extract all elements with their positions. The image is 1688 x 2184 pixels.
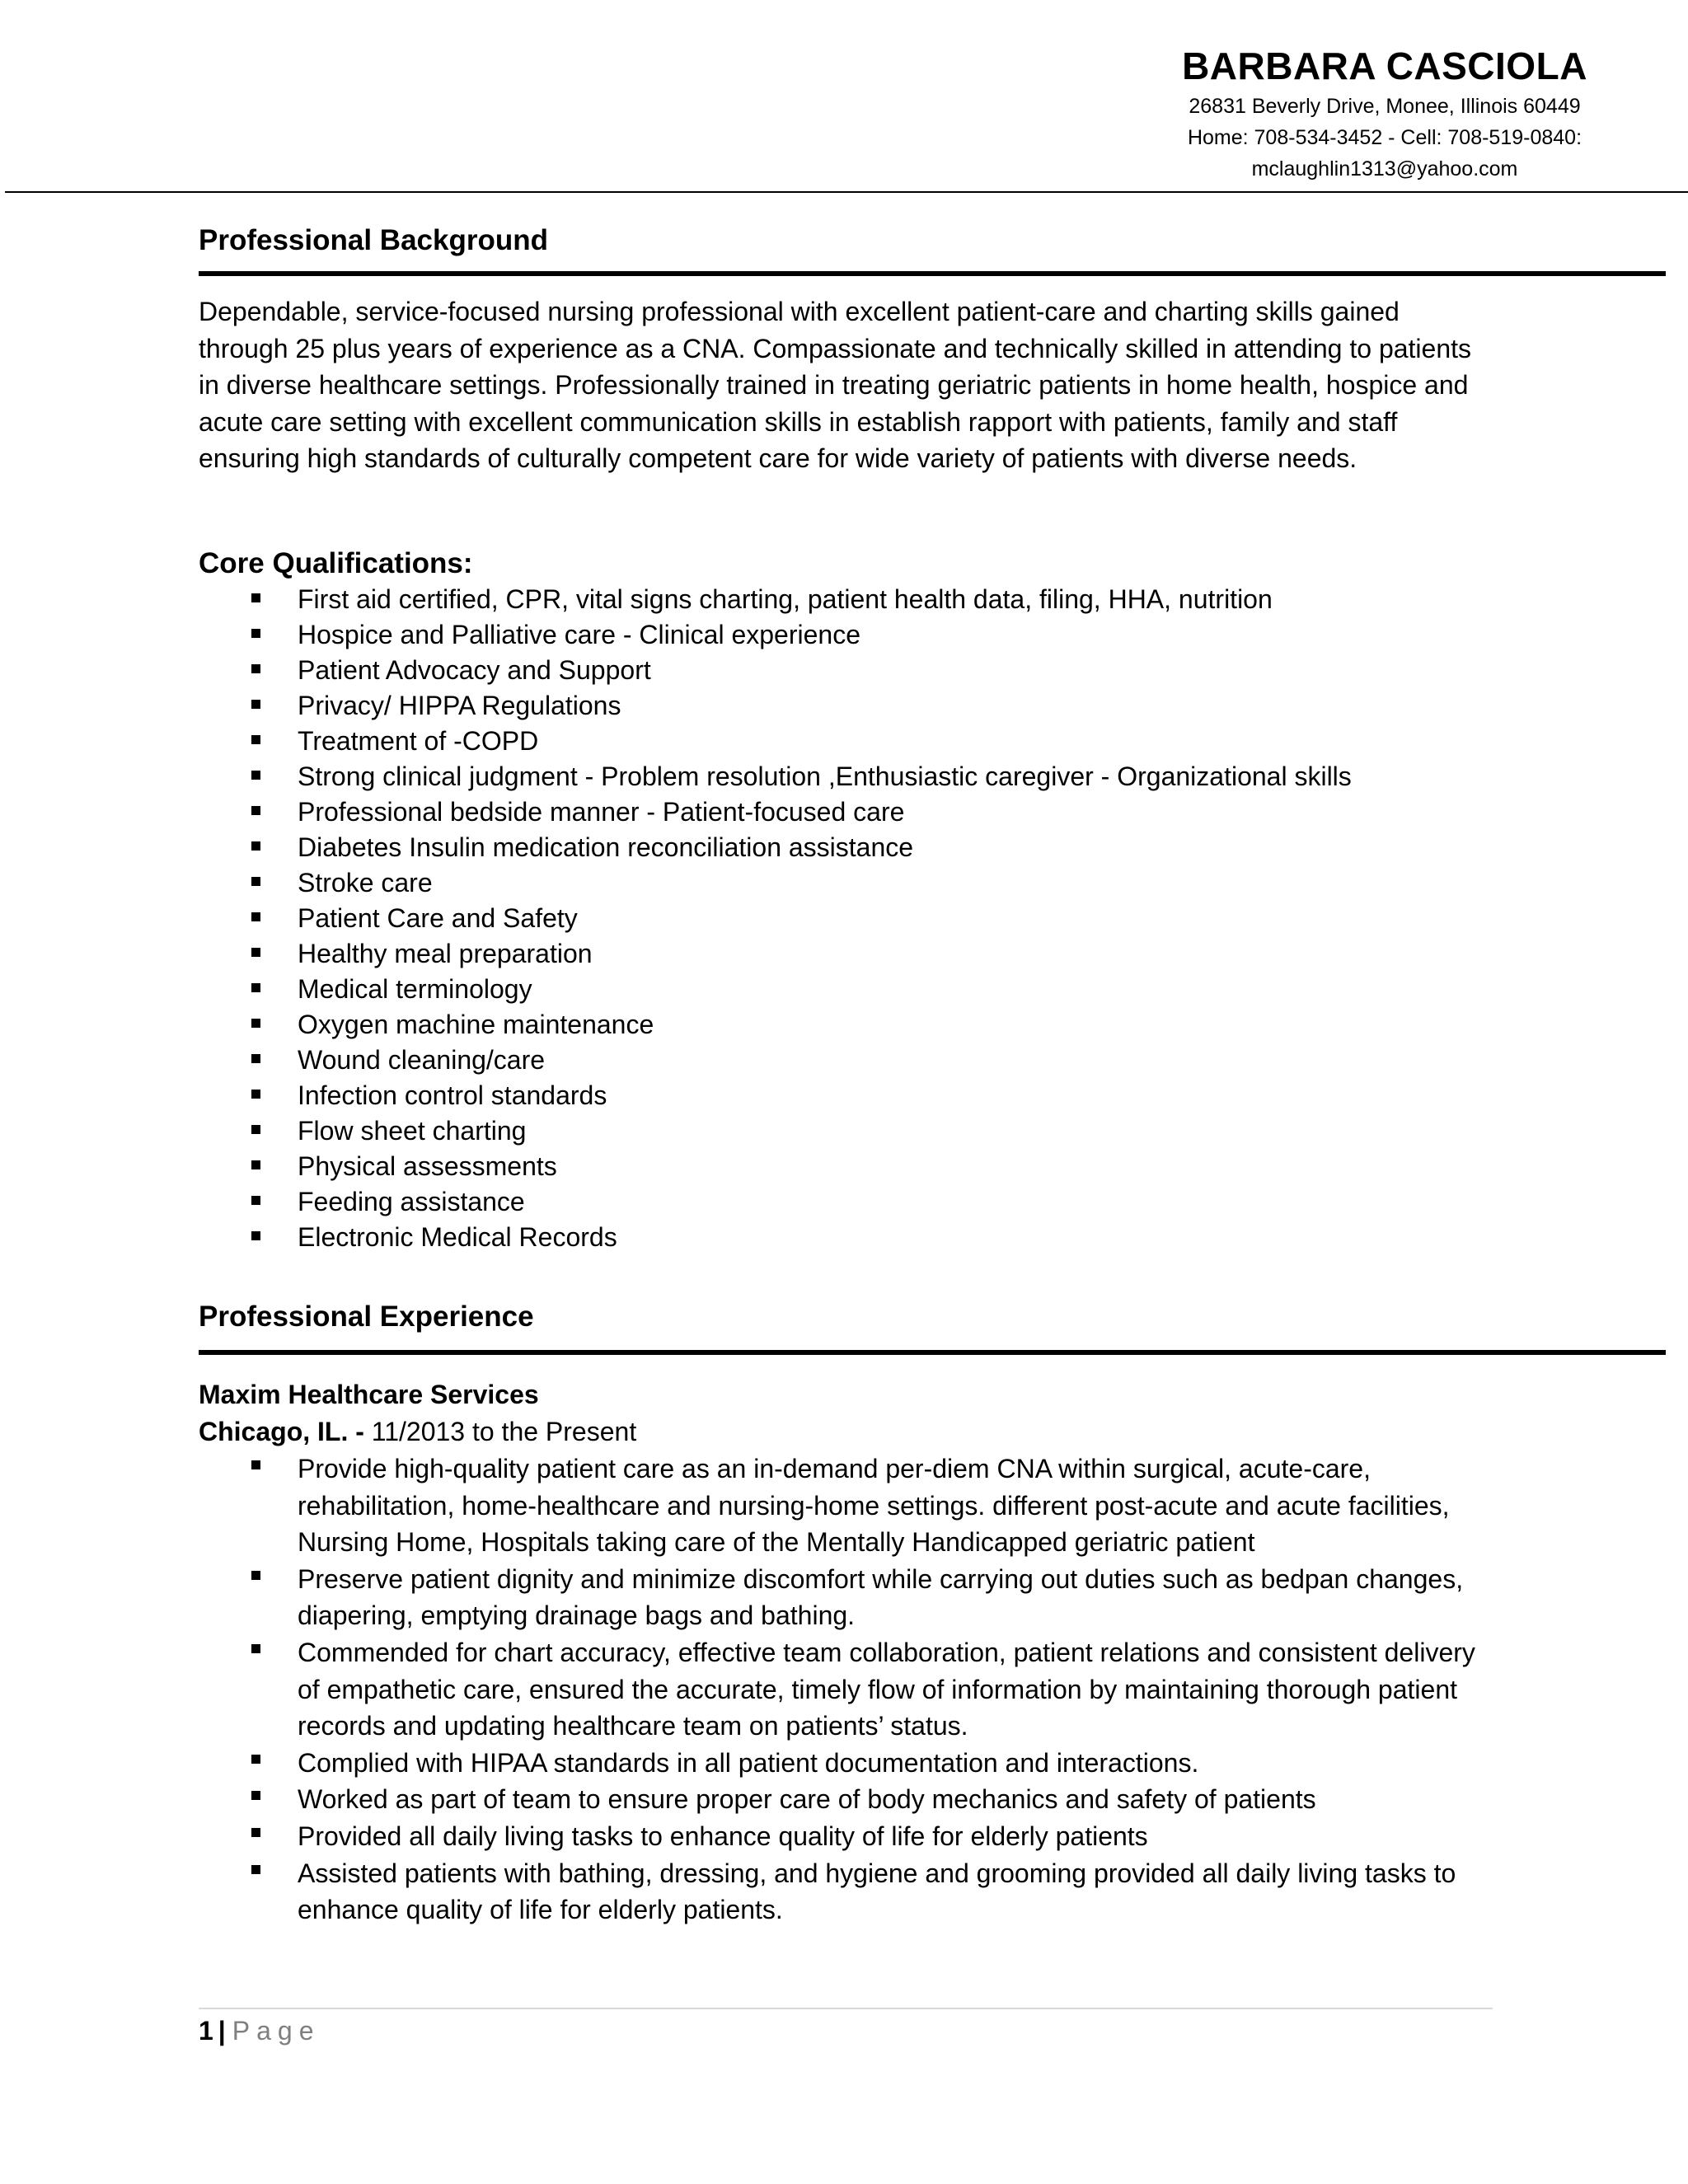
qualification-item	[0, 688, 1352, 724]
qualification-item	[0, 901, 1352, 936]
duties-list	[0, 1451, 1501, 1929]
bullet-icon	[251, 1460, 260, 1469]
phone-line: Home: 708-534-3452 - Cell: 708-519-0840:	[1187, 126, 1582, 149]
list-item-text: Hospice and Palliative care - Clinical experience	[298, 620, 860, 649]
list-item-text: First aid certified, CPR, vital signs charting, patient health data, filing, HHA, nutrition	[298, 584, 1273, 614]
employer-name: Maxim Healthcare Services	[199, 1380, 539, 1409]
qualification-item	[0, 759, 1352, 794]
list-item-text: Oxygen machine maintenance	[298, 1010, 654, 1039]
qualification-item	[0, 865, 1352, 901]
qualification-item	[0, 1007, 1352, 1043]
list-item-text: Strong clinical judgment - Problem resolution ,Enthusiastic caregiver - Organizational skills	[298, 762, 1352, 791]
resume-header	[973, 41, 1688, 185]
section-title-background: Professional Background	[199, 224, 548, 256]
duty-item	[0, 1451, 1501, 1561]
list-item-text: Assisted patients with bathing, dressing, and hygiene and grooming provided all daily living tasks to enhance quality of life for elderly patients.	[298, 1858, 1456, 1925]
qualifications-list	[0, 582, 1352, 1255]
list-item-text: Patient Care and Safety	[298, 903, 578, 933]
list-item-text: Stroke care	[298, 868, 433, 898]
bullet-icon	[251, 912, 260, 921]
qualification-item	[0, 794, 1352, 830]
duty-item	[0, 1561, 1501, 1634]
list-item-text: Diabetes Insulin medication reconciliation assistance	[298, 832, 914, 862]
bullet-icon	[251, 1571, 260, 1580]
qualifications-heading: Core Qualifications:	[199, 547, 473, 579]
qualification-item	[0, 617, 1352, 653]
footer-separator: |	[218, 2016, 226, 2046]
employment-location: Chicago, IL. -	[199, 1417, 364, 1446]
bullet-icon	[251, 593, 260, 602]
list-item-text: Feeding assistance	[298, 1187, 525, 1216]
list-item-text: Physical assessments	[298, 1151, 557, 1181]
list-item-text: Provide high-quality patient care as an in-demand per-diem CNA within surgical, acute-care, rehabilitation, home-healthcare and nursing-home settings. different post-acute and acute facilities, Nursing Home, Hospitals taking care of the Mentally Handicapped geriatric patient	[298, 1454, 1450, 1558]
qualification-item	[0, 830, 1352, 865]
bullet-icon	[251, 806, 260, 815]
bullet-icon	[251, 700, 260, 709]
address-line: 26831 Beverly Drive, Monee, Illinois 60449	[1189, 95, 1581, 118]
bullet-icon	[251, 1865, 260, 1874]
qualification-item	[0, 582, 1352, 617]
bullet-icon	[251, 841, 260, 851]
list-item-text: Patient Advocacy and Support	[298, 655, 651, 685]
page-label: Page	[232, 2016, 321, 2046]
list-item-text: Infection control standards	[298, 1080, 607, 1110]
bullet-icon	[251, 664, 260, 673]
employment-location-dates	[199, 1413, 636, 1450]
qualification-item	[0, 1113, 1352, 1149]
list-item-text: Healthy meal preparation	[298, 939, 593, 968]
bullet-icon	[251, 629, 260, 638]
section-rule-background	[199, 271, 1666, 276]
duty-item	[0, 1745, 1501, 1782]
bullet-icon	[251, 1160, 260, 1169]
footer-divider	[199, 2008, 1493, 2009]
list-item-text: Wound cleaning/care	[298, 1045, 546, 1075]
bullet-icon	[251, 1125, 260, 1134]
qualification-item	[0, 1184, 1352, 1220]
duty-item	[0, 1855, 1501, 1929]
list-item-text: Commended for chart accuracy, effective team collaboration, patient relations and consistent delivery of empathetic care, ensured the accurate, timely flow of information by maintaining thorough patient records and updating healthcare team on patients’ status.	[298, 1637, 1475, 1741]
bullet-icon	[251, 948, 260, 957]
bullet-icon	[251, 735, 260, 744]
duty-item	[0, 1634, 1501, 1745]
bullet-icon	[251, 877, 260, 886]
qualification-item	[0, 1078, 1352, 1113]
bullet-icon	[251, 1755, 260, 1764]
bullet-icon	[251, 1791, 260, 1800]
bullet-icon	[251, 1231, 260, 1240]
list-item-text: Preserve patient dignity and minimize discomfort while carrying out duties such as bedpan changes, diapering, emptying drainage bags and bathing.	[298, 1563, 1464, 1631]
list-item-text: Treatment of -COPD	[298, 726, 539, 756]
candidate-name: BARBARA CASCIOLA	[1182, 45, 1587, 87]
page-footer	[199, 2013, 320, 2049]
background-summary: Dependable, service-focused nursing professional with excellent patient-care and charting skills gained through 25 plus years of experience as a CNA. Compassionate and technically skilled in attending to patients in diverse healthcare settings. Professionally trained in treating geriatric patients in home health, hospice and acute care setting with excellent communication skills in establish rapport with patients, family and staff ensuring high standards of culturally competent care for wide variety of patients with diverse needs.	[199, 297, 1472, 474]
list-item-text: Provided all daily living tasks to enhance quality of life for elderly patients	[298, 1821, 1148, 1851]
list-item-text: Privacy/ HIPPA Regulations	[298, 691, 621, 720]
duty-item	[0, 1818, 1501, 1855]
bullet-icon	[251, 1054, 260, 1063]
bullet-icon	[251, 1019, 260, 1028]
bullet-icon	[251, 771, 260, 780]
qualification-item	[0, 972, 1352, 1007]
qualification-item	[0, 1043, 1352, 1078]
employment-dates: 11/2013 to the Present	[371, 1417, 637, 1446]
qualification-item	[0, 653, 1352, 688]
list-item-text: Flow sheet charting	[298, 1116, 527, 1146]
bullet-icon	[251, 1196, 260, 1205]
list-item-text: Medical terminology	[298, 974, 532, 1004]
header-divider	[5, 191, 1688, 193]
section-title-experience: Professional Experience	[199, 1301, 534, 1333]
qualification-item	[0, 724, 1352, 759]
email-line: mclaughlin1313@yahoo.com	[1251, 157, 1518, 180]
list-item-text: Electronic Medical Records	[298, 1222, 617, 1252]
section-rule-experience	[199, 1350, 1666, 1355]
bullet-icon	[251, 1828, 260, 1837]
bullet-icon	[251, 1090, 260, 1099]
qualification-item	[0, 1220, 1352, 1255]
duty-item	[0, 1781, 1501, 1818]
list-item-text: Worked as part of team to ensure proper care of body mechanics and safety of patients	[298, 1784, 1316, 1815]
bullet-icon	[251, 1644, 260, 1653]
qualification-item	[0, 1149, 1352, 1184]
bullet-icon	[251, 983, 260, 992]
qualification-item	[0, 936, 1352, 972]
page-number: 1	[199, 2016, 213, 2046]
list-item-text: Professional bedside manner - Patient-focused care	[298, 797, 905, 827]
list-item-text: Complied with HIPAA standards in all patient documentation and interactions.	[298, 1747, 1199, 1778]
